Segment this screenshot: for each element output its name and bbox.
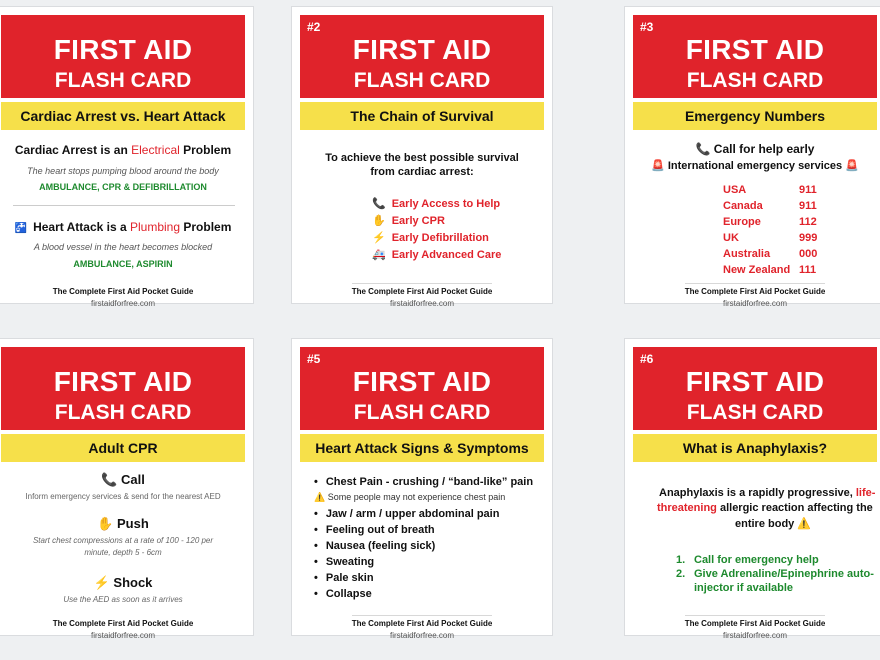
- card-heading: FIRST AID: [685, 366, 825, 397]
- faucet-icon: 🚰: [14, 223, 28, 234]
- cpr-step-push-desc: Start chest compressions at a rate of 100 - 120 per minute, depth 5 - 6cm: [32, 536, 214, 557]
- flash-card-chain-of-survival: [291, 6, 553, 308]
- card-subheading: FLASH CARD: [686, 69, 824, 92]
- numbers-row: New Zealand 111: [723, 264, 817, 276]
- hand-icon: ✋: [372, 215, 386, 227]
- anaphylaxis-step: injector if available: [694, 582, 794, 594]
- numbers-row: USA 911: [723, 184, 817, 196]
- anaphylaxis-step: 1. Call for emergency help: [676, 554, 819, 566]
- card-heading: FIRST AID: [53, 366, 193, 397]
- footer-guide: The Complete First Aid Pocket Guide: [351, 619, 493, 628]
- card-subheading: FLASH CARD: [353, 401, 491, 424]
- footer-divider: [685, 283, 825, 284]
- footer-site: firstaidforfree.com: [722, 299, 788, 308]
- heart-attack-line: 🚰 Heart Attack is a Plumbing Problem: [14, 220, 232, 234]
- footer-site: firstaidforfree.com: [90, 631, 156, 640]
- symptom-note: ⚠️ Some people may not experience chest pain: [314, 492, 506, 502]
- anaphylaxis-desc-2: threatening allergic reaction affecting the: [657, 502, 873, 514]
- flash-card-anaphylaxis: [624, 338, 880, 640]
- card-header: [300, 15, 544, 98]
- card-subheading: FLASH CARD: [54, 69, 192, 92]
- chain-item: 📞 Early Access to Help: [372, 198, 501, 210]
- heart-attack-desc: A blood vessel in the heart becomes blocked: [33, 242, 213, 252]
- numbers-row: Canada 911: [723, 200, 817, 212]
- card-title: Heart Attack Signs & Symptoms: [300, 434, 544, 462]
- card-heading: FIRST AID: [352, 34, 492, 65]
- card-number: #5: [307, 352, 321, 366]
- footer-site: firstaidforfree.com: [90, 299, 156, 308]
- symptom-item: • Nausea (feeling sick): [314, 540, 533, 556]
- cpr-step-shock-desc: Use the AED as soon as it arrives: [63, 595, 183, 604]
- footer-guide: The Complete First Aid Pocket Guide: [684, 619, 826, 628]
- anaphylaxis-steps: [676, 554, 874, 596]
- card-title: The Chain of Survival: [300, 102, 544, 130]
- footer-site: firstaidforfree.com: [722, 631, 788, 640]
- footer-guide: The Complete First Aid Pocket Guide: [684, 287, 826, 296]
- chain-intro: To achieve the best possible survival from cardiac arrest:: [325, 152, 519, 178]
- card-title: Cardiac Arrest vs. Heart Attack: [1, 102, 245, 130]
- symptom-item: • Pale skin: [314, 572, 533, 588]
- phone-icon: 📞: [372, 198, 386, 210]
- numbers-row: UK 999: [723, 232, 818, 244]
- divider: [13, 205, 235, 206]
- card-header: [300, 347, 544, 430]
- lightning-icon: ⚡: [372, 232, 386, 244]
- card-subheading: FLASH CARD: [353, 69, 491, 92]
- card-number: #2: [307, 20, 321, 34]
- symptom-item: • Collapse: [314, 588, 533, 604]
- numbers-row: Europe 112: [723, 216, 817, 228]
- card-subheading: FLASH CARD: [54, 401, 192, 424]
- chain-item: ✋ Early CPR: [372, 215, 445, 227]
- chain-item: 🚑 Early Advanced Care: [372, 249, 502, 261]
- symptom-list: [314, 476, 533, 604]
- cpr-step-push: ✋ Push: [97, 516, 149, 531]
- card-heading: FIRST AID: [53, 34, 193, 65]
- symptom-item: • Jaw / arm / upper abdominal pain: [314, 508, 533, 524]
- anaphylaxis-desc-1: Anaphylaxis is a rapidly progressive, life-: [659, 487, 876, 499]
- footer-divider: [352, 615, 492, 616]
- card-title: Emergency Numbers: [633, 102, 877, 130]
- card-title: Adult CPR: [1, 434, 245, 462]
- cardiac-arrest-action: AMBULANCE, CPR & DEFIBRILLATION: [39, 182, 207, 192]
- heart-attack-action: AMBULANCE, ASPIRIN: [73, 259, 173, 269]
- footer-guide: The Complete First Aid Pocket Guide: [52, 287, 194, 296]
- footer-divider: [352, 283, 492, 284]
- card-heading: FIRST AID: [352, 366, 492, 397]
- call-help-line: 📞 Call for help early: [695, 142, 815, 156]
- card-number: #6: [640, 352, 654, 366]
- chain-item: ⚡ Early Defibrillation: [372, 232, 489, 244]
- symptom-item: • Feeling out of breath: [314, 524, 533, 540]
- card-header: [1, 347, 245, 430]
- card-header: [633, 15, 877, 98]
- international-line: 🚨 International emergency services 🚨: [651, 160, 859, 172]
- card-heading: FIRST AID: [685, 34, 825, 65]
- card-number: #3: [640, 20, 654, 34]
- card-header: [1, 15, 245, 98]
- symptom-item: • Chest Pain - crushing / “band-like” pain: [314, 476, 533, 492]
- symptom-item: • Sweating: [314, 556, 533, 572]
- anaphylaxis-step: 2. Give Adrenaline/Epinephrine auto-: [676, 568, 874, 580]
- footer-guide: The Complete First Aid Pocket Guide: [351, 287, 493, 296]
- footer-site: firstaidforfree.com: [389, 631, 455, 640]
- chain-list: [372, 197, 501, 265]
- footer-site: firstaidforfree.com: [389, 299, 455, 308]
- cpr-step-call-desc: Inform emergency services & send for the nearest AED: [25, 492, 221, 501]
- flash-card-adult-cpr: [0, 338, 254, 640]
- card-title: What is Anaphylaxis?: [633, 434, 877, 462]
- flash-card-heart-attack-symptoms: [291, 338, 553, 640]
- card-header: [633, 347, 877, 430]
- cardiac-arrest-desc: The heart stops pumping blood around the body: [27, 166, 219, 176]
- anaphylaxis-desc-3: entire body ⚠️: [735, 518, 812, 530]
- card-subheading: FLASH CARD: [686, 401, 824, 424]
- footer-divider: [685, 615, 825, 616]
- numbers-table: [723, 184, 817, 280]
- ambulance-icon: 🚑: [372, 249, 386, 261]
- footer-guide: The Complete First Aid Pocket Guide: [52, 619, 194, 628]
- flash-card-emergency-numbers: [624, 6, 880, 308]
- cardiac-arrest-line: Cardiac Arrest is an Electrical Problem: [14, 143, 232, 157]
- cpr-step-shock: ⚡ Shock: [93, 575, 153, 590]
- numbers-row: Australia 000: [723, 248, 818, 260]
- cpr-step-call: 📞 Call: [101, 472, 145, 487]
- flash-card-cardiac-vs-heart-attack: [0, 6, 254, 308]
